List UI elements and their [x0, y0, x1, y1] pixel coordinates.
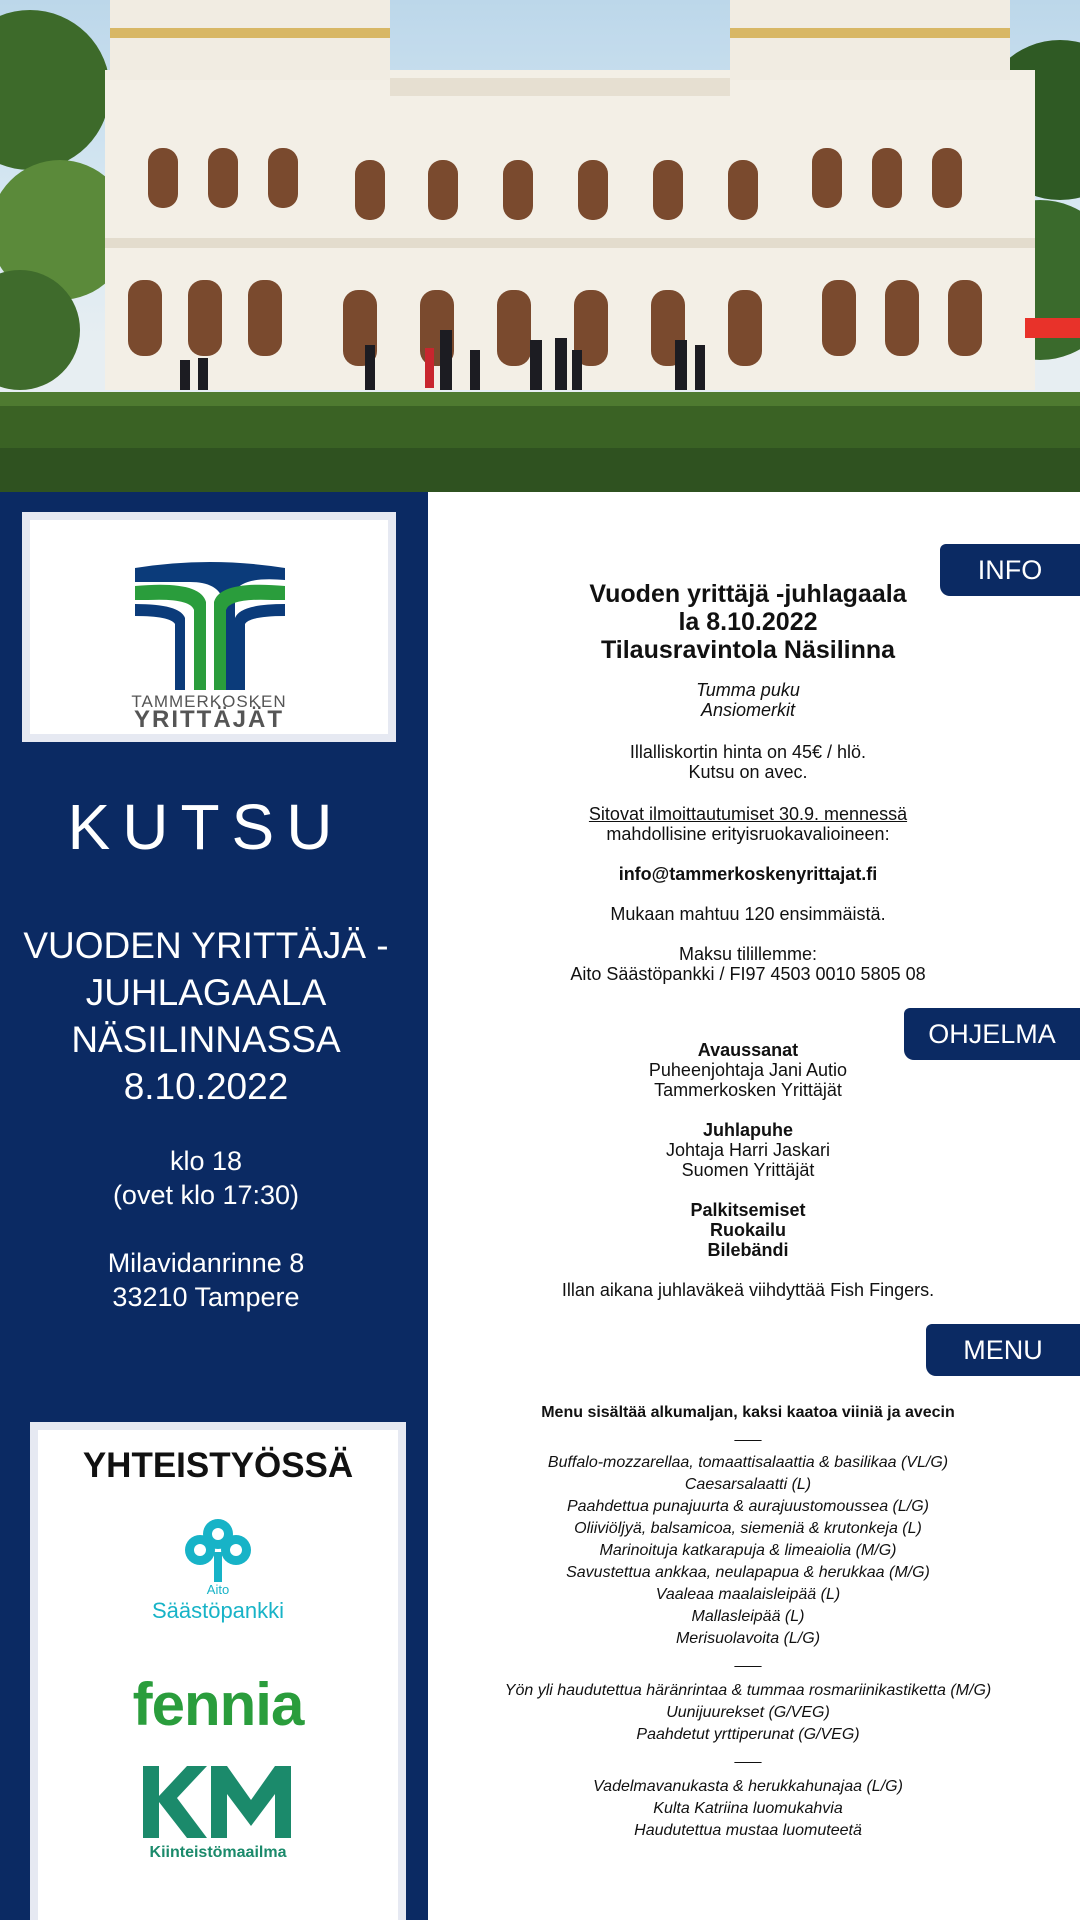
partners-heading: YHTEISTYÖSSÄ [82, 1446, 354, 1485]
menu-item: Savustettua ankkaa, neulapapua & herukkaa (M/G) [566, 1564, 930, 1581]
opening-title: Avaussanat [697, 1040, 799, 1060]
postal-address: 33210 Tampere [112, 1282, 300, 1312]
menu-item: Caesarsalaatti (L) [684, 1476, 812, 1493]
organizer-logo [30, 520, 388, 734]
info-title-line: Vuoden yrittäjä -juhlagaala [589, 580, 907, 608]
event-title-line: NÄSILINNASSA [71, 1019, 341, 1060]
info-tab-label: INFO [977, 555, 1043, 585]
content-area [428, 492, 1080, 1920]
medals-note: Ansiomerkit [700, 700, 796, 720]
speech-org: Suomen Yrittäjät [681, 1160, 815, 1180]
saastopankki-small-text: Aito [206, 1582, 230, 1597]
speech-title: Juhlapuhe [702, 1120, 793, 1140]
sidebar [0, 492, 428, 1920]
fennia-logo: fennia [132, 1671, 304, 1738]
event-time [0, 1144, 412, 1212]
menu-item: Uunijuurekset (G/VEG) [666, 1704, 830, 1721]
menu-section [428, 1402, 1068, 1842]
organizer-logo-frame [22, 512, 396, 742]
menu-tab-label: MENU [963, 1335, 1043, 1365]
menu-item: Marinoituja katkarapuja & limeaiolia (M/G) [599, 1542, 897, 1559]
invitation-heading: KUTSU [67, 791, 345, 863]
menu-item: Mallasleipää (L) [691, 1608, 805, 1625]
kiinteistomaailma-logo-text: Kiinteistömaailma [149, 1844, 287, 1861]
contact-email-link[interactable]: info@tammerkoskenyrittajat.fi [618, 864, 878, 884]
menu-item: Oliiviöljyä, balsamicoa, siemeniä & krutonkeja (L) [574, 1520, 922, 1537]
event-title-line: JUHLAGAALA [85, 972, 327, 1013]
menu-separator: ___ [734, 1747, 762, 1764]
saastopankki-tree-icon [178, 1516, 258, 1586]
menu-item: Buffalo-mozzarellaa, tomaattisalaattia & basilikaa (VL/G) [547, 1454, 949, 1471]
manor-photo [0, 0, 1080, 492]
program-item: Bilebändi [707, 1240, 789, 1260]
opening-speaker: Puheenjohtaja Jani Autio [648, 1060, 848, 1080]
menu-item: Haudutettua mustaa luomuteetä [634, 1822, 862, 1839]
km-logo-icon [143, 1766, 293, 1842]
menu-item: Paahdettua punajuurta & aurajuustomoussea (L/G) [566, 1498, 929, 1515]
event-title-line: VUODEN YRITTÄJÄ - [23, 925, 389, 966]
info-title-venue: Tilausravintola Näsilinna [600, 636, 896, 664]
program-item: Palkitsemiset [690, 1200, 806, 1220]
event-address [0, 1246, 412, 1314]
menu-item: Vaaleaa maalaisleipää (L) [655, 1586, 841, 1603]
program-tab-label: OHJELMA [928, 1019, 1056, 1049]
info-section [428, 580, 1068, 984]
menu-intro: Menu sisältää alkumaljan, kaksi kaatoa viiniä ja avecin [541, 1404, 955, 1421]
menu-section-tab [926, 1324, 1080, 1376]
dress-code: Tumma puku [696, 680, 800, 700]
logo-text-tammerkosken: TAMMERKOSKEN [131, 692, 287, 711]
payment-account: Aito Säästöpankki / FI97 4503 0010 5805 08 [570, 964, 926, 984]
registration-deadline: Sitovat ilmoittautumiset 30.9. mennessä [588, 804, 908, 824]
partners-panel [38, 1430, 398, 1920]
program-item: Ruokailu [709, 1220, 786, 1240]
event-title [0, 922, 412, 1110]
menu-item: Kulta Katriina luomukahvia [653, 1800, 843, 1817]
registration-diets: mahdollisine erityisruokavalioineen: [606, 824, 890, 844]
menu-item: Paahdetut yrttiperunat (G/VEG) [636, 1726, 860, 1743]
street-address: Milavidanrinne 8 [107, 1248, 305, 1278]
info-title-date: la 8.10.2022 [678, 608, 818, 636]
program-section [428, 1040, 1068, 1300]
hero-photo [0, 0, 1080, 492]
menu-item: Vadelmavanukasta & herukkahunajaa (L/G) [593, 1778, 903, 1795]
menu-item: Yön yli haudutettua häränrintaa & tummaa rosmariinikastiketta (M/G) [504, 1682, 992, 1699]
saastopankki-logo-text: Säästöpankki [151, 1598, 285, 1623]
menu-separator: ___ [734, 1425, 762, 1442]
entertainment-note: Illan aikana juhlaväkeä viihdyttää Fish Fingers. [561, 1280, 935, 1300]
logo-text-yrittajat: YRITTÄJÄT [134, 706, 284, 733]
avec-note: Kutsu on avec. [688, 762, 808, 782]
menu-item: Merisuolavoita (L/G) [675, 1630, 821, 1647]
payment-label: Maksu tilillemme: [678, 944, 818, 964]
menu-separator: ___ [734, 1651, 762, 1668]
ticket-price: Illalliskortin hinta on 45€ / hlö. [629, 742, 867, 762]
opening-org: Tammerkosken Yrittäjät [654, 1080, 842, 1100]
start-time: klo 18 [169, 1146, 243, 1176]
doors-time: (ovet klo 17:30) [112, 1180, 300, 1210]
capacity-note: Mukaan mahtuu 120 ensimmäistä. [610, 904, 886, 924]
event-date: 8.10.2022 [123, 1066, 289, 1107]
partners-frame [30, 1422, 406, 1920]
speech-speaker: Johtaja Harri Jaskari [665, 1140, 831, 1160]
